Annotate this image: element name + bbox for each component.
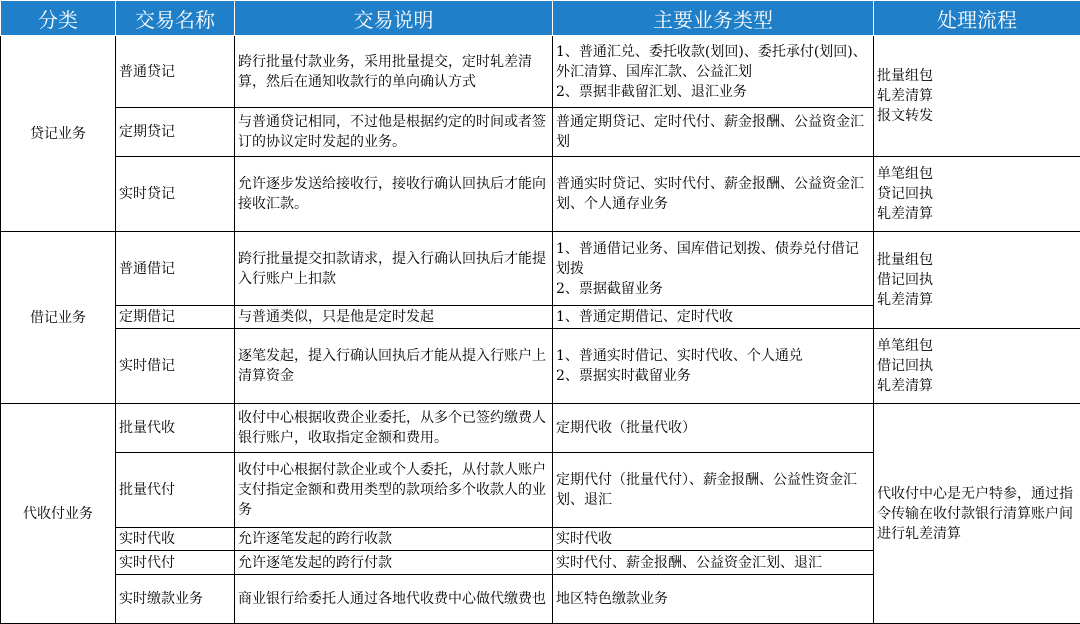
types-cell: 普通实时贷记、实时代付、薪金报酬、公益资金汇划、个人通存业务 — [553, 157, 874, 232]
process-cell: 代收付中心是无户特参，通过指令传输在收付款银行清算账户间进行轧差清算 — [874, 404, 1080, 624]
table-row — [1, 329, 1080, 404]
category-cell: 借记业务 — [1, 232, 116, 404]
table-row — [1, 232, 1080, 306]
name-cell: 实时代付 — [116, 551, 235, 575]
header-process: 处理流程 — [874, 1, 1080, 36]
table-row — [1, 404, 1080, 453]
name-cell: 定期贷记 — [116, 108, 235, 157]
name-cell: 实时缴款业务 — [116, 575, 235, 624]
category-cell: 贷记业务 — [1, 36, 116, 232]
process-cell: 单笔组包 贷记回执 轧差清算 — [874, 157, 1080, 232]
name-cell: 批量代收 — [116, 404, 235, 453]
description-cell: 跨行批量提交扣款请求，提入行确认回执后才能提入行账户上扣款 — [235, 232, 553, 306]
description-cell: 允许逐步发送给接收行，接收行确认回执后才能向接收汇款。 — [235, 157, 553, 232]
description-cell: 逐笔发起，提入行确认回执后才能从提入行账户上清算资金 — [235, 329, 553, 404]
name-cell: 普通贷记 — [116, 36, 235, 108]
types-cell: 1、普通定期借记、定时代收 — [553, 306, 874, 329]
header-category: 分类 — [1, 1, 116, 36]
header-types: 主要业务类型 — [553, 1, 874, 36]
types-cell: 定期代收（批量代收） — [553, 404, 874, 453]
header-row — [1, 1, 1080, 36]
process-cell: 批量组包 借记回执 轧差清算 — [874, 232, 1080, 329]
description-cell: 收付中心根据付款企业或个人委托，从付款人账户支付指定金额和费用类型的款项给多个收款人的业务 — [235, 453, 553, 528]
description-cell: 与普通贷记相同，不过他是根据约定的时间或者签订的协议定时发起的业务。 — [235, 108, 553, 157]
category-cell: 代收付业务 — [1, 404, 116, 624]
description-cell: 与普通类似，只是他是定时发起 — [235, 306, 553, 329]
process-cell: 单笔组包 借记回执 轧差清算 — [874, 329, 1080, 404]
types-cell: 地区特色缴款业务 — [553, 575, 874, 624]
types-cell: 实时代收 — [553, 528, 874, 551]
name-cell: 普通借记 — [116, 232, 235, 306]
header-name: 交易名称 — [116, 1, 235, 36]
description-cell: 跨行批量付款业务，采用批量提交，定时轧差清算，然后在通知收款行的单向确认方式 — [235, 36, 553, 108]
description-cell: 允许逐笔发起的跨行收款 — [235, 528, 553, 551]
description-cell: 商业银行给委托人通过各地代收费中心做代缴费也 — [235, 575, 553, 624]
name-cell: 实时借记 — [116, 329, 235, 404]
description-cell: 收付中心根据收费企业委托，从多个已签约缴费人银行账户，收取指定金额和费用。 — [235, 404, 553, 453]
header-description: 交易说明 — [235, 1, 553, 36]
process-cell: 批量组包 轧差清算 报文转发 — [874, 36, 1080, 157]
name-cell: 定期借记 — [116, 306, 235, 329]
types-cell: 实时代付、薪金报酬、公益资金汇划、退汇 — [553, 551, 874, 575]
table-row — [1, 157, 1080, 232]
types-cell: 1、普通借记业务、国库借记划拨、债券兑付借记划拨 2、票据截留业务 — [553, 232, 874, 306]
name-cell: 实时贷记 — [116, 157, 235, 232]
name-cell: 实时代收 — [116, 528, 235, 551]
types-cell: 普通定期贷记、定时代付、薪金报酬、公益资金汇划 — [553, 108, 874, 157]
table-row — [1, 36, 1080, 108]
types-cell: 1、普通汇兑、委托收款(划回)、委托承付(划回)、外汇清算、国库汇款、公益汇划 2、票据非截留汇划、退汇业务 — [553, 36, 874, 108]
name-cell: 批量代付 — [116, 453, 235, 528]
types-cell: 定期代付（批量代付）、薪金报酬、公益性资金汇划、退汇 — [553, 453, 874, 528]
types-cell: 1、普通实时借记、实时代收、个人通兑 2、票据实时截留业务 — [553, 329, 874, 404]
description-cell: 允许逐笔发起的跨行付款 — [235, 551, 553, 575]
